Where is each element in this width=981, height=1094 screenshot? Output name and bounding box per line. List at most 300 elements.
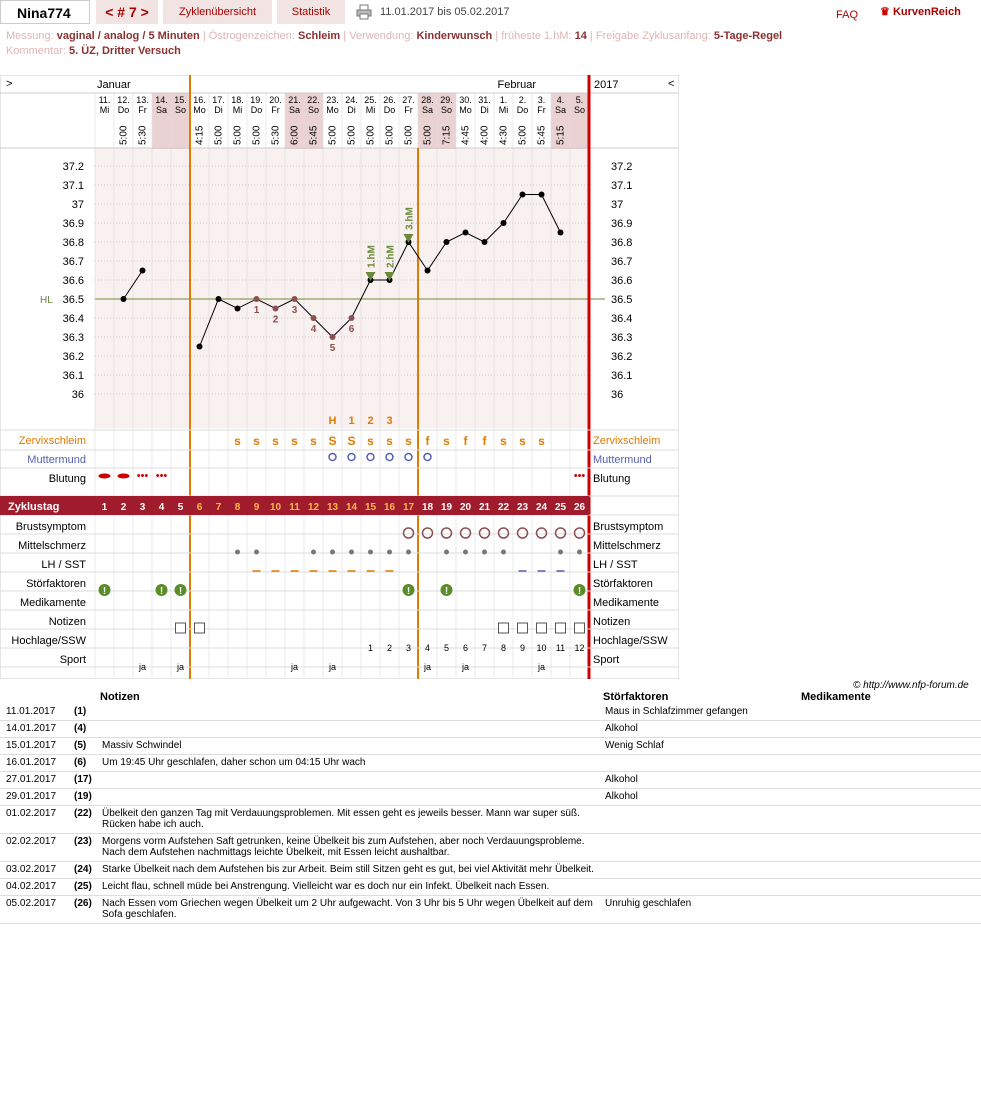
meta1-label-3: früheste 1.hM: bbox=[501, 30, 575, 42]
note-date: 14.01.2017 bbox=[0, 721, 68, 738]
note-text: Übelkeit den ganzen Tag mit Verdauungsproblemen. Mit essen geht es jeweils besser. Mann war super süß. Rücken habe ich auch. bbox=[96, 806, 599, 834]
mucus-18: s bbox=[443, 434, 450, 448]
note-date: 05.02.2017 bbox=[0, 896, 68, 924]
day-date-16: 27. bbox=[402, 95, 415, 105]
day-date-11: 22. bbox=[307, 95, 320, 105]
day-weekday-18: So bbox=[440, 105, 453, 115]
note-cycle-day: (19) bbox=[68, 789, 96, 806]
note-medication bbox=[797, 738, 981, 755]
cycle-day-25: 26 bbox=[573, 502, 586, 513]
sport-10: ja bbox=[290, 662, 299, 672]
disturbance-mark-19: ! bbox=[444, 586, 449, 597]
day-time-22: 5:00 bbox=[517, 125, 529, 145]
day-date-5: 16. bbox=[193, 95, 206, 105]
mittelschmerz-13 bbox=[330, 550, 335, 555]
day-time-6: 5:00 bbox=[213, 125, 225, 145]
row-label-left-2: Blutung bbox=[48, 473, 86, 485]
mucus-19: f bbox=[463, 434, 468, 448]
stoer-header: Störfaktoren bbox=[603, 691, 669, 703]
note-text: Um 19:45 Uhr geschlafen, daher schon um 04:15 Uhr wach bbox=[96, 755, 599, 772]
hochlage-20: 7 bbox=[481, 643, 488, 653]
mittelschmerz-17 bbox=[406, 550, 411, 555]
hochlage-22: 9 bbox=[519, 643, 526, 653]
temp-point-13 bbox=[349, 315, 355, 321]
month-label-0: Januar bbox=[97, 79, 131, 91]
mittelschmerz-22 bbox=[501, 550, 506, 555]
day-time-12: 5:00 bbox=[327, 125, 339, 145]
row-label-right-2: Blutung bbox=[593, 473, 631, 485]
row-label-bottom-right-0: Brustsymptom bbox=[593, 521, 664, 533]
note-text bbox=[96, 721, 599, 738]
notes-table bbox=[0, 690, 981, 924]
hochlage-14: 1 bbox=[367, 643, 374, 653]
y-tick-left-12: 36 bbox=[71, 389, 84, 401]
note-row bbox=[0, 755, 981, 772]
row-label-right-1: Muttermund bbox=[593, 454, 652, 466]
day-weekday-10: Sa bbox=[288, 105, 301, 115]
y-tick-left-4: 36.8 bbox=[62, 237, 84, 249]
note-cycle-day: (23) bbox=[68, 834, 96, 862]
day-weekday-0: Mi bbox=[99, 105, 110, 115]
y-tick-left-7: 36.5 bbox=[62, 294, 84, 306]
sport-23: ja bbox=[537, 662, 546, 672]
y-tick-right-4: 36.8 bbox=[611, 237, 633, 249]
disturbance-mark-17: ! bbox=[406, 586, 411, 597]
day-weekday-9: Fr bbox=[271, 105, 280, 115]
mittelschmerz-8 bbox=[235, 550, 240, 555]
day-date-15: 26. bbox=[383, 95, 396, 105]
meta-row-2 bbox=[6, 45, 181, 57]
day-time-21: 4:30 bbox=[498, 125, 510, 145]
day-time-17: 5:00 bbox=[422, 125, 434, 145]
meta-separator: | bbox=[495, 30, 502, 42]
cycle-day-22: 23 bbox=[516, 502, 529, 513]
y-tick-left-6: 36.6 bbox=[62, 275, 84, 287]
mucus-15: s bbox=[386, 434, 393, 448]
mittelschmerz-12 bbox=[311, 550, 316, 555]
print-icon[interactable] bbox=[356, 4, 372, 20]
disturbance-mark-26: ! bbox=[577, 586, 582, 597]
note-text: Morgens vorm Aufstehen Saft getrunken, keine Übelkeit bis zum Aufstehen, aber noch Verdauungsprobleme. Nach dem Aufstehen nachmittags leichte Übelkeit, mit Essen leicht aushaltbar. bbox=[96, 834, 599, 862]
temp-point-6 bbox=[216, 296, 222, 302]
y-tick-right-5: 36.7 bbox=[611, 256, 633, 268]
mucus-17: f bbox=[425, 434, 430, 448]
day-time-11: 5:45 bbox=[308, 125, 320, 145]
day-weekday-20: Di bbox=[480, 105, 489, 115]
cycle-day-13: 14 bbox=[345, 502, 358, 513]
mucus-11: s bbox=[310, 434, 317, 448]
low-number-6: 6 bbox=[348, 324, 355, 335]
site-logo[interactable] bbox=[880, 0, 961, 24]
mucus-9: s bbox=[272, 434, 279, 448]
day-weekday-6: Di bbox=[214, 105, 223, 115]
day-date-20: 31. bbox=[478, 95, 491, 105]
y-tick-right-6: 36.6 bbox=[611, 275, 633, 287]
cycle-chart bbox=[0, 75, 679, 679]
row-label-bottom-6: Hochlage/SSW bbox=[11, 635, 86, 647]
day-date-23: 3. bbox=[537, 95, 546, 105]
cycle-day-0: 1 bbox=[101, 502, 108, 513]
note-disturbance: Unruhig geschlafen bbox=[599, 896, 797, 924]
day-weekday-13: Di bbox=[347, 105, 356, 115]
day-date-7: 18. bbox=[231, 95, 244, 105]
note-text bbox=[96, 772, 599, 789]
day-weekday-2: Fr bbox=[138, 105, 147, 115]
day-time-9: 5:30 bbox=[270, 125, 282, 145]
note-cycle-day: (22) bbox=[68, 806, 96, 834]
cycle-day-21: 22 bbox=[497, 502, 510, 513]
top-bar bbox=[0, 0, 981, 26]
cycle-day-3: 4 bbox=[158, 502, 165, 513]
y-tick-left-8: 36.4 bbox=[62, 313, 84, 325]
note-row bbox=[0, 789, 981, 806]
mittelschmerz-25 bbox=[558, 550, 563, 555]
day-time-7: 5:00 bbox=[232, 125, 244, 145]
faq-link[interactable]: FAQ bbox=[836, 9, 859, 21]
note-row bbox=[0, 879, 981, 896]
note-row bbox=[0, 862, 981, 879]
year-label: 2017 bbox=[594, 79, 619, 91]
day-time-18: 7:15 bbox=[441, 125, 453, 145]
day-time-19: 4:45 bbox=[460, 125, 472, 145]
note-icon-26 bbox=[575, 623, 585, 633]
note-row bbox=[0, 721, 981, 738]
cycle-nav[interactable]: < # 7 > bbox=[96, 0, 158, 24]
note-row bbox=[0, 806, 981, 834]
day-date-21: 1. bbox=[499, 95, 508, 105]
note-icon-22 bbox=[499, 623, 509, 633]
meta-separator: | bbox=[202, 30, 209, 42]
y-tick-right-0: 37.2 bbox=[611, 161, 633, 173]
day-weekday-1: Do bbox=[117, 105, 130, 115]
meta1-value-3: 14 bbox=[574, 30, 590, 42]
cycle-day-12: 13 bbox=[326, 502, 339, 513]
day-date-1: 12. bbox=[117, 95, 130, 105]
temp-point-18 bbox=[444, 239, 450, 245]
y-tick-right-9: 36.3 bbox=[611, 332, 633, 344]
cycle-day-18: 19 bbox=[440, 502, 453, 513]
hochlage-23: 10 bbox=[536, 643, 547, 653]
crown-icon: ♛ bbox=[880, 6, 890, 18]
temp-point-21 bbox=[501, 220, 507, 226]
meta1-value-0: vaginal / analog / 5 Minuten bbox=[56, 30, 203, 42]
sport-4: ja bbox=[176, 662, 185, 672]
y-tick-right-8: 36.4 bbox=[611, 313, 633, 325]
logo-text: KurvenReich bbox=[892, 6, 961, 18]
peak-label-3: 3 bbox=[386, 415, 393, 427]
mittelschmerz-15 bbox=[368, 550, 373, 555]
meta-row-1 bbox=[6, 30, 782, 42]
notes-header: Notizen bbox=[100, 691, 140, 703]
mittelschmerz-21 bbox=[482, 550, 487, 555]
note-medication bbox=[797, 755, 981, 772]
cycle-day-20: 21 bbox=[478, 502, 491, 513]
month-label-1: Februar bbox=[497, 79, 537, 91]
note-text: Massiv Schwindel bbox=[96, 738, 599, 755]
day-time-20: 4:00 bbox=[479, 125, 491, 145]
note-date: 02.02.2017 bbox=[0, 834, 68, 862]
y-tick-right-3: 36.9 bbox=[611, 218, 633, 230]
note-icon-5 bbox=[176, 623, 186, 633]
low-number-1: 1 bbox=[253, 305, 260, 316]
hochlage-15: 2 bbox=[386, 643, 393, 653]
temp-point-20 bbox=[482, 239, 488, 245]
day-date-13: 24. bbox=[345, 95, 358, 105]
day-date-18: 29. bbox=[440, 95, 453, 105]
mucus-22: s bbox=[519, 434, 526, 448]
disturbance-mark-4: ! bbox=[159, 586, 164, 597]
temp-point-22 bbox=[520, 192, 526, 198]
temp-point-9 bbox=[273, 306, 279, 312]
meta2-label-0: Kommentar: bbox=[6, 45, 69, 57]
day-weekday-14: Mi bbox=[365, 105, 376, 115]
y-tick-right-1: 37.1 bbox=[611, 180, 633, 192]
y-tick-left-0: 37.2 bbox=[62, 161, 84, 173]
day-weekday-8: Do bbox=[250, 105, 263, 115]
hochlage-25: 12 bbox=[574, 643, 585, 653]
mucus-13: S bbox=[347, 434, 356, 448]
note-cycle-day: (24) bbox=[68, 862, 96, 879]
mittelschmerz-19 bbox=[444, 550, 449, 555]
note-row bbox=[0, 772, 981, 789]
note-disturbance bbox=[599, 755, 797, 772]
day-weekday-5: Mo bbox=[193, 105, 206, 115]
day-date-22: 2. bbox=[518, 95, 527, 105]
note-medication bbox=[797, 704, 981, 721]
meta1-label-2: Verwendung: bbox=[349, 30, 417, 42]
row-label-bottom-1: Mittelschmerz bbox=[18, 540, 86, 552]
cycle-day-9: 10 bbox=[269, 502, 282, 513]
day-date-12: 23. bbox=[326, 95, 339, 105]
note-medication bbox=[797, 834, 981, 862]
y-tick-left-10: 36.2 bbox=[62, 351, 84, 363]
temp-point-1 bbox=[121, 296, 127, 302]
row-label-bottom-2: LH / SST bbox=[41, 559, 86, 571]
hochlage-24: 11 bbox=[555, 643, 566, 653]
cycle-day-17: 18 bbox=[421, 502, 434, 513]
note-medication bbox=[797, 789, 981, 806]
temp-point-2 bbox=[140, 268, 146, 274]
cycle-day-14: 15 bbox=[364, 502, 377, 513]
row-label-bottom-right-7: Sport bbox=[593, 654, 620, 666]
y-tick-right-11: 36.1 bbox=[611, 370, 633, 382]
day-weekday-19: Mo bbox=[459, 105, 472, 115]
note-medication bbox=[797, 896, 981, 924]
chart-svg bbox=[0, 75, 679, 679]
day-weekday-22: Do bbox=[516, 105, 529, 115]
meta1-value-4: 5-Tage-Regel bbox=[713, 30, 783, 42]
note-cycle-day: (4) bbox=[68, 721, 96, 738]
note-medication bbox=[797, 721, 981, 738]
y-tick-left-2: 37 bbox=[71, 199, 84, 211]
cycle-day-15: 16 bbox=[383, 502, 396, 513]
mittelschmerz-26 bbox=[577, 550, 582, 555]
day-date-25: 5. bbox=[575, 95, 584, 105]
day-weekday-25: So bbox=[573, 105, 586, 115]
note-date: 29.01.2017 bbox=[0, 789, 68, 806]
y-tick-left-11: 36.1 bbox=[62, 370, 84, 382]
hochlage-18: 5 bbox=[443, 643, 450, 653]
day-weekday-3: Sa bbox=[155, 105, 168, 115]
temp-point-17 bbox=[425, 268, 431, 274]
cycle-day-6: 7 bbox=[215, 502, 222, 513]
note-disturbance: Wenig Schlaf bbox=[599, 738, 797, 755]
mucus-20: f bbox=[482, 434, 487, 448]
note-text: Starke Übelkeit nach dem Aufstehen bis zur Arbeit. Beim still Sitzen geht es gut, bei viel Aktivität mehr Übelkeit. bbox=[96, 862, 599, 879]
day-time-8: 5:00 bbox=[251, 125, 263, 145]
note-disturbance bbox=[599, 862, 797, 879]
high-marker-label-17: 3.hM bbox=[404, 207, 416, 230]
row-label-bottom-right-3: Störfaktoren bbox=[593, 578, 653, 590]
y-tick-right-12: 36 bbox=[611, 389, 624, 401]
mucus-12: S bbox=[328, 434, 337, 448]
meta-separator: | bbox=[589, 30, 596, 42]
row-label-bottom-right-1: Mittelschmerz bbox=[593, 540, 661, 552]
day-date-3: 14. bbox=[155, 95, 168, 105]
day-date-0: 11. bbox=[98, 95, 111, 105]
note-text: Leicht flau, schnell müde bei Anstrengung. Vielleicht war es doch nur ein Infekt. Übelkeit nach Essen. bbox=[96, 879, 599, 896]
y-tick-left-9: 36.3 bbox=[62, 332, 84, 344]
sport-17: ja bbox=[423, 662, 432, 672]
y-tick-right-7: 36.5 bbox=[611, 294, 633, 306]
day-date-19: 30. bbox=[459, 95, 472, 105]
cycle-day-2: 3 bbox=[139, 502, 146, 513]
day-time-1: 5:00 bbox=[118, 125, 130, 145]
cycle-day-10: 11 bbox=[289, 502, 300, 513]
day-weekday-17: Sa bbox=[421, 105, 434, 115]
note-date: 11.01.2017 bbox=[0, 704, 68, 721]
meta1-label-0: Messung: bbox=[6, 30, 57, 42]
disturbance-mark-5: ! bbox=[178, 586, 183, 597]
row-label-bottom-5: Notizen bbox=[48, 616, 86, 628]
note-text bbox=[96, 789, 599, 806]
cycle-day-8: 9 bbox=[253, 502, 260, 513]
sport-19: ja bbox=[461, 662, 470, 672]
note-icon-25 bbox=[556, 623, 566, 633]
bleeding-0 bbox=[99, 474, 111, 479]
note-cycle-day: (26) bbox=[68, 896, 96, 924]
hochlage-16: 3 bbox=[405, 643, 412, 653]
day-weekday-4: So bbox=[174, 105, 187, 115]
day-time-23: 5:45 bbox=[536, 125, 548, 145]
note-row bbox=[0, 704, 981, 721]
note-medication bbox=[797, 806, 981, 834]
row-label-bottom-0: Brustsymptom bbox=[15, 521, 86, 533]
note-disturbance bbox=[599, 806, 797, 834]
user-name[interactable]: Nina774 bbox=[0, 0, 90, 24]
note-date: 16.01.2017 bbox=[0, 755, 68, 772]
bleeding-25: ••• bbox=[573, 470, 586, 482]
meta1-label-1: Östrogenzeichen: bbox=[208, 30, 299, 42]
peak-label-2: 2 bbox=[367, 415, 374, 427]
med-header: Medikamente bbox=[801, 691, 871, 703]
day-date-6: 17. bbox=[212, 95, 225, 105]
mucus-8: s bbox=[253, 434, 260, 448]
temp-point-19 bbox=[463, 230, 469, 236]
tab-cycle-overview[interactable]: Zyklenübersicht bbox=[163, 0, 272, 24]
high-marker-label-16: 2.hM bbox=[385, 245, 397, 268]
note-date: 01.02.2017 bbox=[0, 806, 68, 834]
note-row bbox=[0, 896, 981, 924]
temp-point-11 bbox=[311, 315, 317, 321]
row-label-bottom-4: Medikamente bbox=[19, 597, 86, 609]
meta-separator: | bbox=[343, 30, 350, 42]
copyright: © http://www.nfp-forum.de bbox=[853, 680, 969, 691]
day-weekday-21: Mi bbox=[498, 105, 509, 115]
y-tick-right-2: 37 bbox=[611, 199, 624, 211]
meta1-value-2: Kinderwunsch bbox=[416, 30, 496, 42]
day-time-14: 5:00 bbox=[365, 125, 377, 145]
day-time-15: 5:00 bbox=[384, 125, 396, 145]
mittelschmerz-20 bbox=[463, 550, 468, 555]
sport-2: ja bbox=[138, 662, 147, 672]
cycle-day-1: 2 bbox=[120, 502, 127, 513]
note-medication bbox=[797, 879, 981, 896]
row-label-bottom-right-6: Hochlage/SSW bbox=[593, 635, 668, 647]
day-date-14: 25. bbox=[364, 95, 377, 105]
note-cycle-day: (25) bbox=[68, 879, 96, 896]
low-number-3: 3 bbox=[291, 305, 298, 316]
note-date: 27.01.2017 bbox=[0, 772, 68, 789]
mittelschmerz-9 bbox=[254, 550, 259, 555]
date-range: 11.01.2017 bis 05.02.2017 bbox=[380, 6, 510, 18]
row-label-bottom-right-4: Medikamente bbox=[593, 597, 660, 609]
disturbance-mark-1: ! bbox=[102, 586, 107, 597]
sport-12: ja bbox=[328, 662, 337, 672]
cycle-day-24: 25 bbox=[554, 502, 567, 513]
y-tick-left-5: 36.7 bbox=[62, 256, 84, 268]
hochlage-21: 8 bbox=[500, 643, 507, 653]
mittelschmerz-16 bbox=[387, 550, 392, 555]
mucus-10: s bbox=[291, 434, 298, 448]
temp-point-7 bbox=[235, 306, 241, 312]
cycle-day-23: 24 bbox=[535, 502, 548, 513]
zyklustag-label: Zyklustag bbox=[8, 501, 60, 513]
day-weekday-12: Mo bbox=[326, 105, 339, 115]
row-label-right-0: Zervixschleim bbox=[593, 435, 661, 447]
bleeding-1 bbox=[118, 474, 130, 479]
cycle-day-16: 17 bbox=[402, 502, 415, 513]
peak-label-H: H bbox=[328, 415, 337, 427]
day-time-16: 5:00 bbox=[403, 125, 415, 145]
note-medication bbox=[797, 862, 981, 879]
temp-point-24 bbox=[558, 230, 564, 236]
low-number-5: 5 bbox=[329, 343, 336, 354]
cycle-day-7: 8 bbox=[234, 502, 241, 513]
day-date-17: 28. bbox=[421, 95, 434, 105]
high-marker-label-15: 1.hM bbox=[366, 245, 378, 268]
row-label-bottom-3: Störfaktoren bbox=[26, 578, 86, 590]
day-weekday-24: Sa bbox=[554, 105, 567, 115]
day-weekday-23: Fr bbox=[537, 105, 546, 115]
hochlage-17: 4 bbox=[424, 643, 431, 653]
note-disturbance: Alkohol bbox=[599, 772, 797, 789]
mittelschmerz-14 bbox=[349, 550, 354, 555]
y-tick-left-3: 36.9 bbox=[62, 218, 84, 230]
tab-statistics[interactable]: Statistik bbox=[277, 0, 345, 24]
note-date: 04.02.2017 bbox=[0, 879, 68, 896]
note-icon-6 bbox=[195, 623, 205, 633]
day-weekday-16: Fr bbox=[404, 105, 413, 115]
hochlage-19: 6 bbox=[462, 643, 469, 653]
day-date-9: 20. bbox=[269, 95, 282, 105]
temp-point-8 bbox=[254, 296, 260, 302]
note-disturbance bbox=[599, 834, 797, 862]
note-text: Nach Essen vom Griechen wegen Übelkeit um 2 Uhr aufgewacht. Von 3 Uhr bis 5 Uhr wegen Übelkeit auf dem Sofa geschlafen. bbox=[96, 896, 599, 924]
temp-point-12 bbox=[330, 334, 336, 340]
note-date: 03.02.2017 bbox=[0, 862, 68, 879]
y-tick-right-10: 36.2 bbox=[611, 351, 633, 363]
